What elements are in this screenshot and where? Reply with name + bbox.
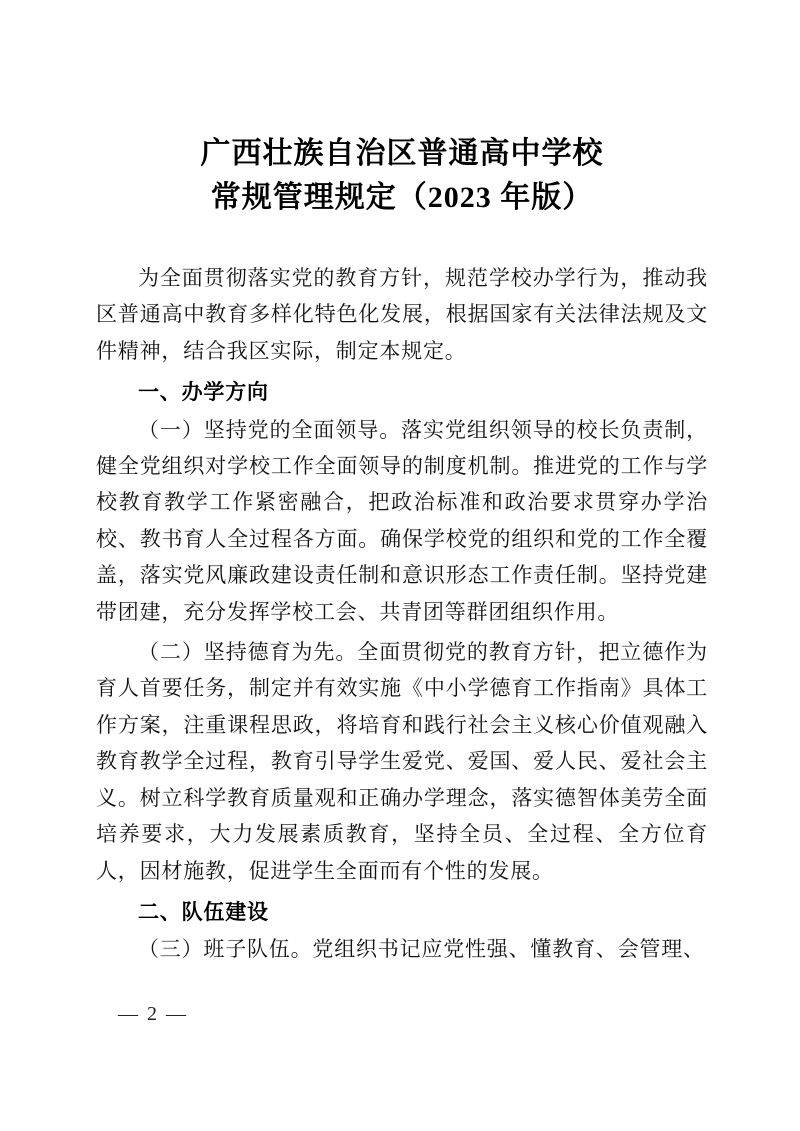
page-number: — 2 —: [118, 1003, 188, 1025]
paragraph-intro: 为全面贯彻落实党的教育方针，规范学校办学行为，推动我区普通高中教育多样化特色化发展，根据国家有关法律法规及文件精神，结合我区实际，制定本规定。: [96, 266, 708, 363]
paragraph-item-2: （二）坚持德育为先。全面贯彻党的教育方针，把立德作为育人首要任务，制定并有效实施《中小学德育工作指南》具体工作方案，注重课程思政，将培育和践行社会主义核心价值观融入教育教学全过程，教育引导学生爱党、爱国、爱人民、爱社会主义。树立科学教育质量观和正确办学理念，落实德智体美劳全面培养要求，大力发展素质教育，坚持全员、全过程、全方位育人，因材施教，促进学生全面而有个性的发展。: [96, 640, 708, 883]
document-title-line-2: 常规管理规定（2023 年版）: [210, 181, 594, 214]
paragraph-item-3: （三）班子队伍。党组织书记应党性强、懂教育、会管理、: [138, 937, 705, 962]
document-title-line-1: 广西壮族自治区普通高中学校: [200, 137, 604, 170]
paragraph-item-1: （一）坚持党的全面领导。落实党组织领导的校长负责制，健全党组织对学校工作全面领导的制度机制。推进党的工作与学校教育教学工作紧密融合，把政治标准和政治要求贯穿办学治校、教书育人全过程各方面。确保学校党的组织和党的工作全覆盖，落实党风廉政建设责任制和意识形态工作责任制。坚持党建带团建，充分发挥学校工会、共青团等群团组织作用。: [96, 417, 708, 624]
document-body: [96, 260, 708, 968]
document-title: [96, 132, 708, 220]
document-content: [96, 0, 708, 968]
section-heading-1: 一、办学方向: [138, 381, 269, 405]
section-heading-2: 二、队伍建设: [138, 900, 269, 924]
